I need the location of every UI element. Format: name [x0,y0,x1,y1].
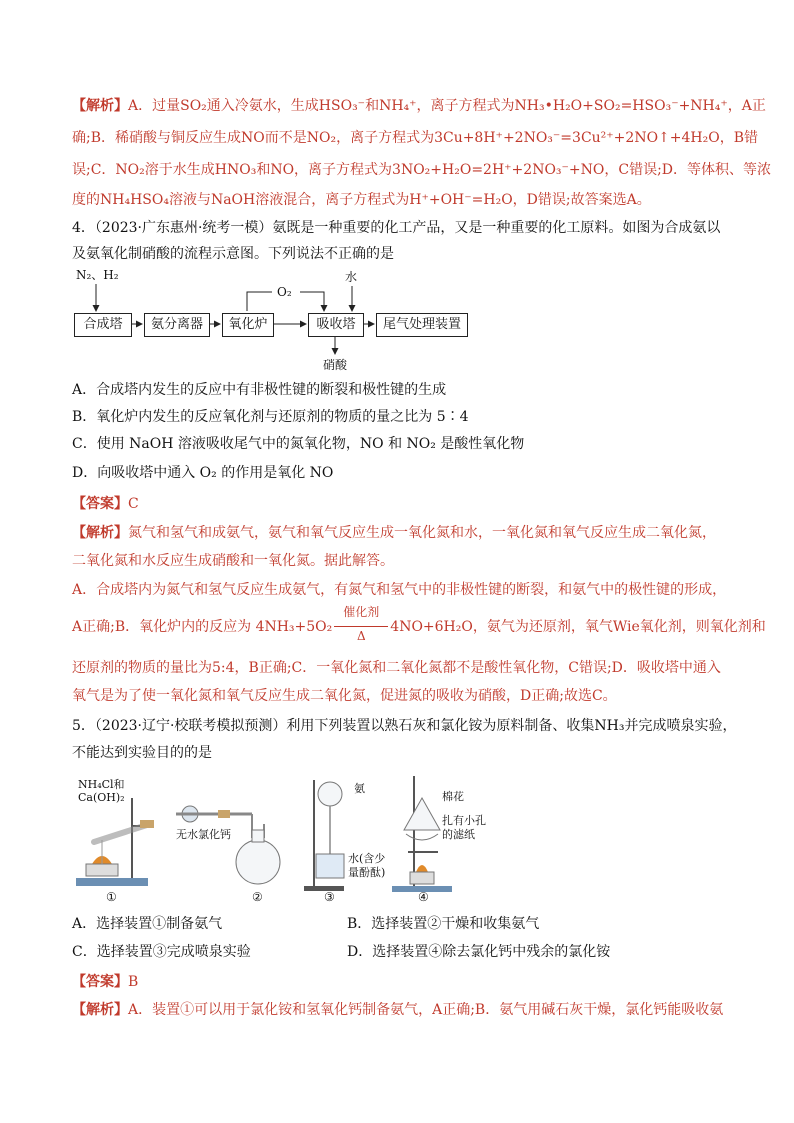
flow-box-synthesis-tower: 合成塔 [74,313,132,337]
analysis-line-1 [72,96,766,116]
analysis-line-2: 确;B．稀硝酸与铜反应生成NO而不是NO₂，离子方程式为3Cu+8H⁺+2NO₃⁻=3Cu²⁺+2NO↑+4H₂O，B错 [72,130,758,146]
apparatus-figure [72,768,492,906]
label-drier: 无水氯化钙 [176,828,231,841]
q4-stem-line-1: 4．（2023·广东惠州·统考一模）氨既是一种重要的化工产品，又是一种重要的化工原料。如图为合成氨以 [72,220,721,236]
analysis-tag: 【解析】 [72,525,128,541]
q4-analysis-line-5: 氧气是为了使一氧化氮和氧气反应生成二氧化氮，促进氮的吸收为硝酸，D正确;故选C。 [72,688,617,704]
label-reagent-1: NH₄Cl和 [78,778,125,791]
equation-suffix: 4NO+6H₂O，氨气为还原剂，氧气Wie氧化剂，则氧化剂和 [390,619,766,635]
flow-box-absorption-tower: 吸收塔 [308,313,364,337]
analysis-text: A．装置①可以用于氯化铵和氢氧化钙制备氨气，A正确;B．氨气用碱石灰干燥，氯化钙能吸收氨 [128,1002,724,1018]
flow-box-ammonia-separator: 氨分离器 [144,313,210,337]
q5-stem-line-1: 5．（2023·辽宁·校联考模拟预测）利用下列装置以熟石灰和氯化铵为原料制备、收集NH₃并完成喷泉实验， [72,718,737,734]
label-water-1: 水(含少 [348,852,386,865]
q4-option-c: C．使用 NaOH 溶液吸收尾气中的氮氧化物，NO 和 NO₂ 是酸性氧化物 [72,436,525,452]
q4-analysis-line-1 [72,523,716,543]
label-filter-1: 扎有小孔 [442,814,486,827]
q4-option-a: A．合成塔内发生的反应中有非极性键的断裂和极性键的生成 [72,382,447,398]
label-water-2: 量酚酞) [348,866,386,879]
q5-answer [72,972,138,992]
flow-o2-label: O₂ [277,285,292,299]
q5-option-b: B．选择装置②干燥和收集氨气 [347,916,540,932]
q4-analysis-line-3: A．合成塔内为氮气和氢气反应生成氨气，有氮气和氢气中的非极性键的断裂，和氨气中的极性键的形成， [72,582,727,598]
flow-box-oxidation-furnace: 氧化炉 [222,313,274,337]
analysis-line-3: 误;C．NO₂溶于水生成HNO₃和NO，离子方程式为3NO₂+H₂O=2H⁺+2NO₃⁻+NO，C错误;D．等体积、等浓 [72,162,772,178]
label-num-3: ③ [324,890,335,904]
q4-analysis-equation-line [72,605,766,643]
q4-option-d: D．向吸收塔中通入 O₂ 的作用是氧化 NO [72,465,334,481]
label-cotton: 棉花 [442,790,464,803]
q5-option-d: D．选择装置④除去氯化钙中残余的氯化铵 [347,944,611,960]
answer-value: B [128,974,139,990]
q5-stem-line-2: 不能达到实验目的的是 [72,745,212,761]
label-num-4: ④ [418,890,429,904]
tube-stopper [140,820,154,828]
flow-input-label: N₂、H₂ [76,268,119,282]
label-ammonia: 氨 [354,782,365,795]
q4-option-b: B．氧化炉内发生的反应氧化剂与还原剂的物质的量之比为 5∶4 [72,409,469,425]
analysis-text: A．过量SO₂通入冷氨水，生成HSO₃⁻和NH₄⁺，离子方程式为NH₃•H₂O+SO₂=HSO₃⁻+NH₄⁺，A正 [128,98,766,114]
analysis-line-4: 度的NH₄HSO₄溶液与NaOH溶液混合，离子方程式为H⁺+OH⁻=H₂O，D错误;故答案选A。 [72,192,651,208]
answer-value: C [128,496,139,512]
flow-water-label: 水 [345,270,358,284]
label-num-1: ① [106,890,117,904]
label-filter-2: 的滤纸 [442,828,475,841]
equation-prefix: A正确;B．氧化炉内的反应为 4NH₃+5O₂ [72,619,333,635]
analysis-tag: 【解析】 [72,1002,128,1018]
label-reagent-2: Ca(OH)₂ [78,791,125,804]
flow-output-label: 硝酸 [323,358,348,372]
analysis-tag: 【解析】 [72,98,128,114]
q4-stem-line-2: 及氨氧化制硝酸的流程示意图。下列说法不正确的是 [72,246,394,262]
q4-analysis-line-2: 二氧化氮和水反应生成硝酸和一氧化氮。据此解答。 [72,553,394,569]
stand-base-1 [76,878,148,886]
answer-tag: 【答案】 [72,496,128,512]
flow-chart [72,264,472,374]
equation-bar [334,626,388,627]
answer-tag: 【答案】 [72,974,128,990]
q5-option-a: A．选择装置①制备氨气 [72,916,223,932]
q4-answer [72,494,139,514]
label-num-2: ② [252,890,263,904]
q4-analysis-line-4: 还原剂的物质的量比为5:4，B正确;C．一氧化氮和二氧化氮都不是酸性氧化物，C错误;D．吸收塔中通入 [72,660,721,676]
q5-analysis-line-1 [72,1000,723,1020]
q5-option-c: C．选择装置③完成喷泉实验 [72,944,251,960]
equation-heat: Δ [356,629,366,643]
analysis-text: 氮气和氢气和成氨气，氨气和氧气反应生成一氧化氮和水，一氧化氮和氧气反应生成二氧化氮， [128,525,716,541]
equation-catalyst: 催化剂 [343,605,380,619]
equation-arrow [332,605,390,643]
apparatus-drawing [72,768,492,906]
flow-box-tail-gas-device: 尾气处理装置 [376,313,468,337]
